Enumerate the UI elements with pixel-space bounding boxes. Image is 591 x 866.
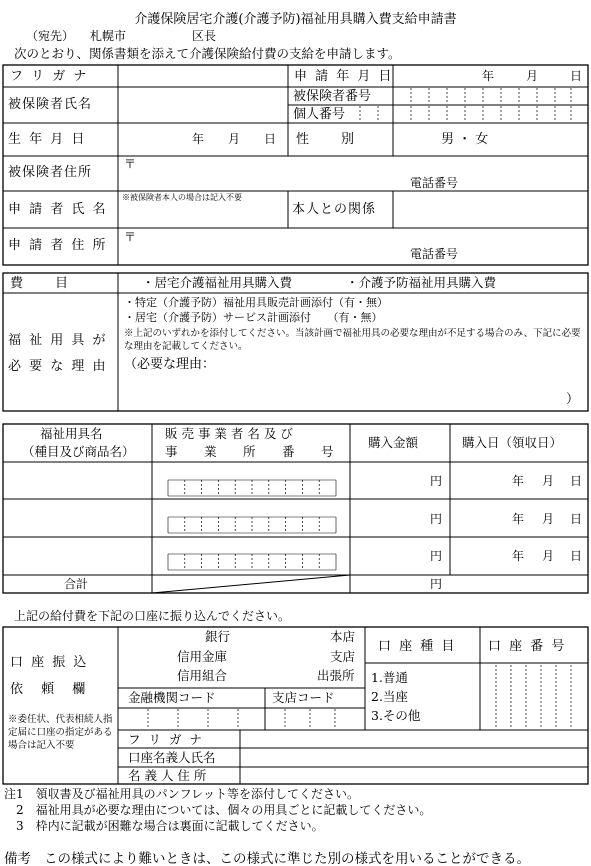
addressee-ward-chief: 区長 [192, 29, 217, 43]
note-3: 3 枠内に記載が困難な場合は裏面に記載してください。 [16, 819, 324, 833]
remark-text: この様式により難いときは、この様式に準じた別の様式を用いることができる。 [44, 851, 530, 866]
account-option-other[interactable]: 3.その他 [371, 708, 421, 723]
row3-day: 日 [570, 549, 583, 563]
col-seller-line1: 販 売 事 業 者 名 及 び [165, 426, 293, 441]
request-label: 依 頼 欄 [10, 682, 93, 697]
relation-label: 本人との関係 [292, 202, 377, 217]
insured-address-label: 被保険者住所 [8, 165, 93, 180]
row2-yen: 円 [430, 512, 443, 526]
bank-instruction: 上記の給付費を下記の口座に振り込んでください。 [14, 609, 291, 623]
row3-yen: 円 [430, 549, 443, 563]
remark-label: 備考 [4, 851, 31, 866]
branch-code-label: 支店コード [272, 690, 335, 705]
insured-name-label: 被保険者氏名 [8, 97, 93, 112]
holder-address-label: 名 義 人 住 所 [128, 768, 207, 783]
insured-postal-mark: 〒 [124, 157, 137, 171]
reason-label-line1: 福 祉 用 具 が [8, 333, 108, 348]
expense-item-label: 費 目 [10, 276, 71, 291]
account-option-current[interactable]: 2.当座 [371, 689, 408, 704]
row2-month: 月 [542, 512, 555, 526]
branch-type-office[interactable]: 出張所 [317, 668, 355, 683]
birth-date-label: 生 年 月 日 [8, 132, 87, 147]
application-date-day: 日 [570, 69, 583, 83]
holder-name-label: 口座名義人氏名 [128, 750, 216, 765]
account-number-label: 口 座 番 号 [488, 639, 567, 654]
row1-month: 月 [542, 474, 555, 488]
col-item-line2: （種目及び商品名） [22, 444, 135, 459]
application-date-label: 申 請 年 月 日 [294, 69, 394, 84]
furigana-label: フ リ ガ ナ [10, 69, 89, 84]
branch-type-head[interactable]: 本店 [330, 629, 356, 644]
applicant-postal-mark: 〒 [124, 230, 137, 244]
note-2: 2 福祉用具が必要な理由については、個々の用具ごとに記載してください。 [16, 803, 432, 817]
attach-service-plan: ・居宅（介護予防）サービス計画添付 （有・無） [124, 311, 383, 324]
birth-date-month: 月 [228, 132, 241, 146]
expense-option-preventive[interactable]: ・介護予防福祉用具購入費 [346, 275, 497, 290]
intro-text: 次のとおり、関係書類を添えて介護保険給付費の支給を申請します。 [14, 46, 401, 61]
expense-option-home-care[interactable]: ・居宅介護福祉用具購入費 [142, 275, 293, 290]
note-1: 1 領収書及び福祉用具のパンフレット等を添付してください。 [16, 787, 360, 801]
attach-note: ※上記のいずれかを添付してください。当該計画で福祉用具の必要な理由が不足する場合のみ、下記に必要な理由を記載してください。 [124, 328, 581, 352]
row2-year: 年 [512, 512, 525, 526]
reason-label-line2: 必 要 な 理 由 [8, 359, 108, 374]
proxy-note: ※委任状、代表相続人指定届に口座の指定がある場合は記入不要 [8, 714, 113, 751]
col-date: 購入日（領収日） [462, 435, 563, 450]
birth-date-year: 年 [192, 132, 205, 146]
bank-type-bank[interactable]: 銀行 [205, 629, 231, 644]
reason-close: ） [566, 392, 580, 407]
applicant-phone-label: 電話番号 [410, 247, 459, 261]
applicant-name-note: ※被保険者本人の場合は記入不要 [122, 193, 242, 202]
transfer-label: 口 座 振 込 [10, 655, 89, 670]
insured-phone-label: 電話番号 [410, 176, 459, 190]
sex-options[interactable]: 男 ・ 女 [441, 132, 489, 147]
birth-date-day: 日 [264, 132, 277, 146]
application-date-month: 月 [526, 69, 539, 83]
sex-label: 性 別 [296, 132, 357, 147]
col-amount: 購入金額 [368, 435, 419, 450]
notes-prefix: 注 [4, 787, 17, 801]
bank-type-kumiai[interactable]: 信用組合 [177, 668, 228, 683]
addressee-prefix: （宛先） [26, 29, 75, 43]
insured-number-label: 被保険者番号 [293, 89, 372, 104]
row1-year: 年 [512, 474, 525, 488]
applicant-address-label: 申 請 者 住 所 [8, 238, 108, 253]
row1-yen: 円 [430, 474, 443, 488]
form-title: 介護保険居宅介護(介護予防)福祉用具購入費支給申請書 [134, 12, 457, 27]
bank-type-shinkin[interactable]: 信用金庫 [177, 649, 228, 664]
col-item-line1: 福祉用具名 [40, 426, 103, 441]
total-label: 合計 [64, 577, 89, 591]
attach-sales-plan: ・特定（介護予防）福祉用具販売計画添付（有・無） [124, 296, 388, 309]
row3-year: 年 [512, 549, 525, 563]
personal-number-label: 個人番号 [293, 107, 346, 122]
account-type-label: 口 座 種 目 [378, 639, 457, 654]
row3-month: 月 [542, 549, 555, 563]
col-seller-line2: 事 業 所 番 号 [165, 444, 341, 459]
reason-open: （必要な理由： [124, 357, 216, 372]
bank-code-label: 金融機関コード [128, 690, 216, 705]
total-yen: 円 [430, 577, 443, 591]
account-option-regular[interactable]: 1.普通 [371, 670, 408, 685]
application-date-year: 年 [482, 69, 495, 83]
row1-day: 日 [570, 474, 583, 488]
branch-type-branch[interactable]: 支店 [330, 649, 356, 664]
addressee-city: 札幌市 [90, 29, 127, 43]
row2-day: 日 [570, 512, 583, 526]
holder-furigana-label: フ リ ガ ナ [128, 732, 204, 747]
applicant-name-label: 申 請 者 氏 名 [8, 202, 108, 217]
